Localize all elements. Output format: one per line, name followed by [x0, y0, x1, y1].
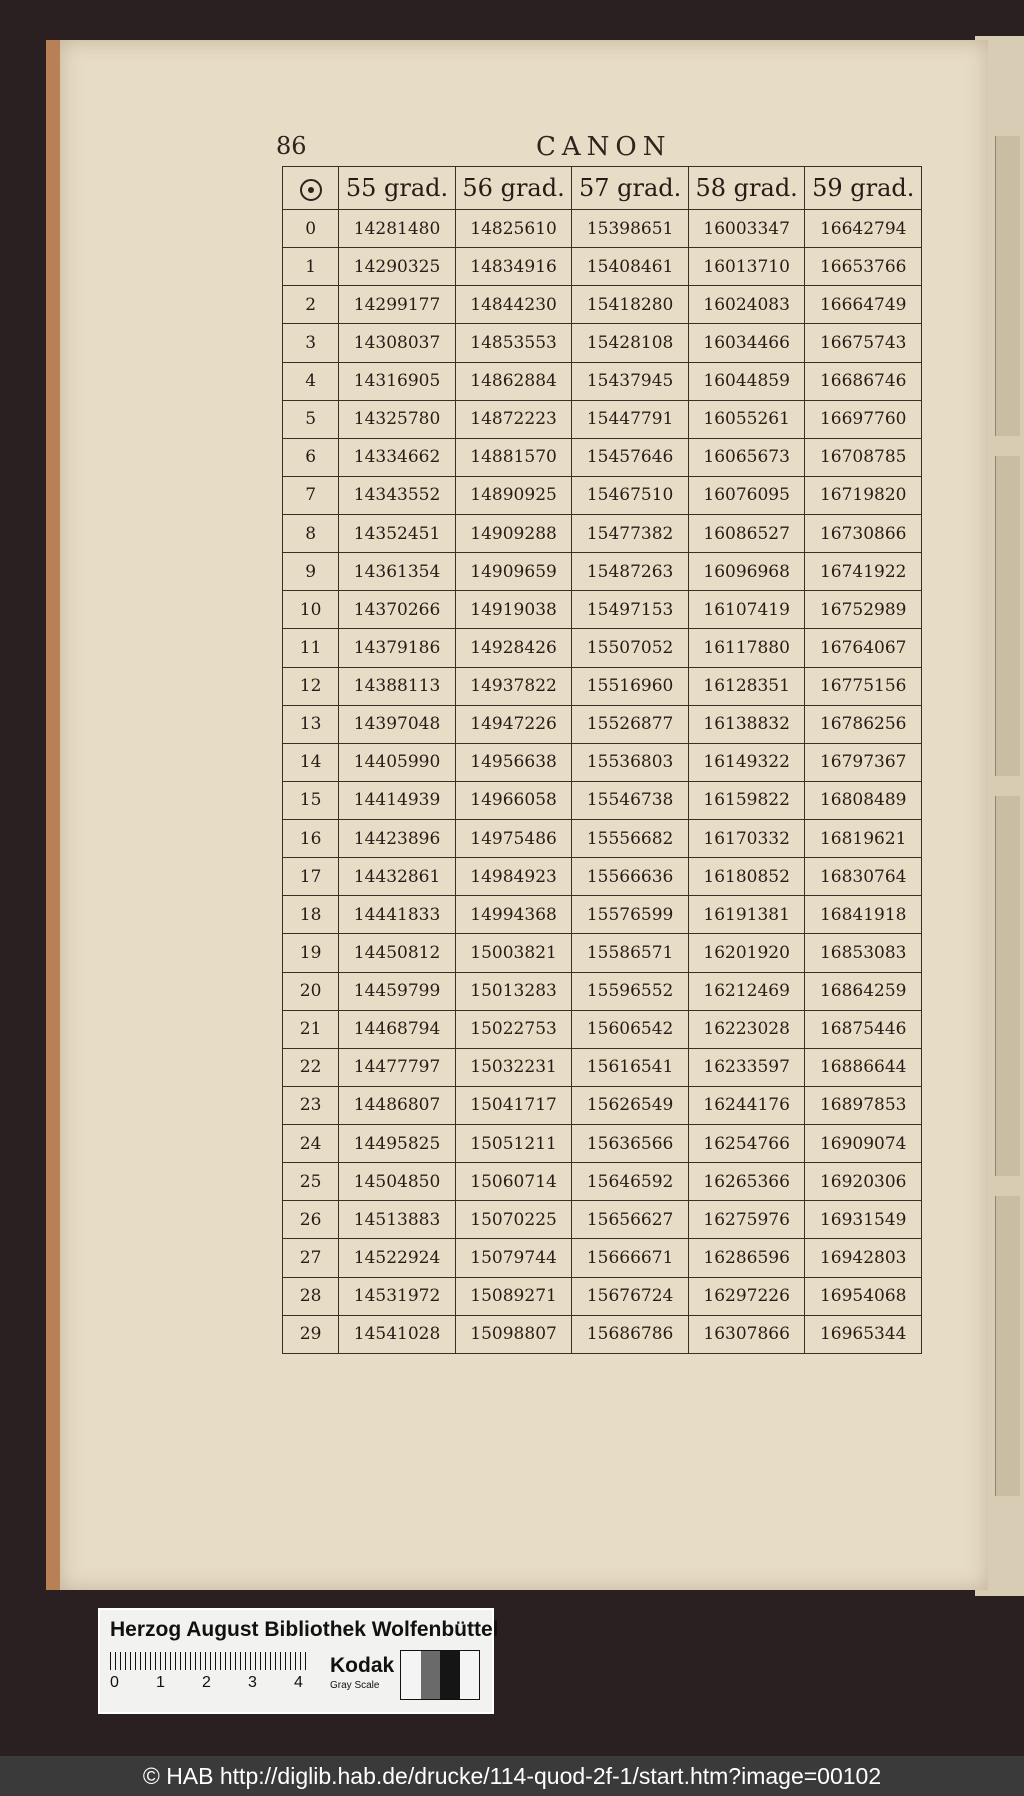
value-cell: 15041717	[455, 1086, 572, 1124]
table-row	[283, 286, 922, 324]
table-row	[283, 1048, 922, 1086]
table-row	[283, 324, 922, 362]
value-cell: 16275976	[688, 1201, 805, 1239]
value-cell: 16841918	[805, 896, 922, 934]
value-cell: 14975486	[455, 820, 572, 858]
value-cell: 16044859	[688, 362, 805, 400]
minute-cell: 0	[283, 210, 339, 248]
value-cell: 14966058	[455, 781, 572, 819]
ruler-ticks	[110, 1652, 310, 1670]
value-cell: 16730866	[805, 515, 922, 553]
gray-swatch	[401, 1651, 421, 1699]
value-cell: 16233597	[688, 1048, 805, 1086]
value-cell: 15596552	[572, 972, 689, 1010]
value-cell: 15457646	[572, 438, 689, 476]
table-row	[283, 1201, 922, 1239]
value-cell: 16265366	[688, 1163, 805, 1201]
value-cell: 15070225	[455, 1201, 572, 1239]
value-cell: 15447791	[572, 400, 689, 438]
value-cell: 16065673	[688, 438, 805, 476]
table-row	[283, 1239, 922, 1277]
table-row	[283, 1125, 922, 1163]
value-cell: 14468794	[339, 1010, 456, 1048]
ruler-number: 4	[294, 1674, 303, 1691]
minute-cell: 16	[283, 820, 339, 858]
table-row	[283, 515, 922, 553]
value-cell: 14397048	[339, 705, 456, 743]
canon-table	[282, 166, 922, 1354]
table-row	[283, 1086, 922, 1124]
value-cell: 16719820	[805, 476, 922, 514]
gray-scale-label: Gray Scale	[330, 1680, 380, 1691]
value-cell: 16664749	[805, 286, 922, 324]
minute-cell: 14	[283, 743, 339, 781]
minute-cell: 11	[283, 629, 339, 667]
value-cell: 15098807	[455, 1315, 572, 1353]
value-cell: 14825610	[455, 210, 572, 248]
minute-cell: 24	[283, 1125, 339, 1163]
running-title: CANON	[536, 132, 672, 162]
table-body	[283, 210, 922, 1354]
value-cell: 15398651	[572, 210, 689, 248]
value-cell: 15656627	[572, 1201, 689, 1239]
value-cell: 15507052	[572, 629, 689, 667]
value-cell: 14477797	[339, 1048, 456, 1086]
minute-cell: 19	[283, 934, 339, 972]
value-cell: 16223028	[688, 1010, 805, 1048]
value-cell: 16254766	[688, 1125, 805, 1163]
library-name: Herzog August Bibliothek Wolfenbüttel	[110, 1618, 499, 1641]
value-cell: 16920306	[805, 1163, 922, 1201]
value-cell: 15666671	[572, 1239, 689, 1277]
value-cell: 14459799	[339, 972, 456, 1010]
value-cell: 14290325	[339, 248, 456, 286]
gray-swatches	[400, 1650, 480, 1700]
value-cell: 14432861	[339, 858, 456, 896]
value-cell: 14361354	[339, 553, 456, 591]
value-cell: 16741922	[805, 553, 922, 591]
value-cell: 15686786	[572, 1315, 689, 1353]
copyright-footer: © HAB http://diglib.hab.de/drucke/114-quod-2f-1/start.htm?image=00102	[0, 1756, 1024, 1796]
table-row	[283, 1010, 922, 1048]
minute-cell: 15	[283, 781, 339, 819]
value-cell: 16107419	[688, 591, 805, 629]
minute-cell: 10	[283, 591, 339, 629]
value-cell: 14370266	[339, 591, 456, 629]
value-cell: 16013710	[688, 248, 805, 286]
value-cell: 14316905	[339, 362, 456, 400]
scale-ruler	[110, 1652, 310, 1692]
table-row	[283, 820, 922, 858]
value-cell: 14890925	[455, 476, 572, 514]
value-cell: 14872223	[455, 400, 572, 438]
minute-cell: 17	[283, 858, 339, 896]
minute-cell: 8	[283, 515, 339, 553]
value-cell: 14853553	[455, 324, 572, 362]
value-cell: 16076095	[688, 476, 805, 514]
value-cell: 15079744	[455, 1239, 572, 1277]
ruler-number: 2	[202, 1674, 211, 1691]
minute-cell: 18	[283, 896, 339, 934]
minute-cell: 4	[283, 362, 339, 400]
value-cell: 16697760	[805, 400, 922, 438]
column-header: 59 grad.	[805, 167, 922, 210]
minute-cell: 3	[283, 324, 339, 362]
minute-cell: 1	[283, 248, 339, 286]
value-cell: 16864259	[805, 972, 922, 1010]
value-cell: 14423896	[339, 820, 456, 858]
value-cell: 16149322	[688, 743, 805, 781]
value-cell: 16653766	[805, 248, 922, 286]
ruler-number: 3	[248, 1674, 257, 1691]
value-cell: 16286596	[688, 1239, 805, 1277]
value-cell: 14541028	[339, 1315, 456, 1353]
value-cell: 14919038	[455, 591, 572, 629]
value-cell: 16808489	[805, 781, 922, 819]
value-cell: 15089271	[455, 1277, 572, 1315]
value-cell: 16128351	[688, 667, 805, 705]
value-cell: 16752989	[805, 591, 922, 629]
value-cell: 15566636	[572, 858, 689, 896]
value-cell: 16942803	[805, 1239, 922, 1277]
ruler-number: 0	[110, 1674, 119, 1691]
value-cell: 16307866	[688, 1315, 805, 1353]
value-cell: 16244176	[688, 1086, 805, 1124]
table-row	[283, 1163, 922, 1201]
value-cell: 15636566	[572, 1125, 689, 1163]
value-cell: 15022753	[455, 1010, 572, 1048]
value-cell: 16180852	[688, 858, 805, 896]
value-cell: 16853083	[805, 934, 922, 972]
minute-cell: 22	[283, 1048, 339, 1086]
value-cell: 14844230	[455, 286, 572, 324]
value-cell: 14450812	[339, 934, 456, 972]
value-cell: 16297226	[688, 1277, 805, 1315]
value-cell: 14909659	[455, 553, 572, 591]
value-cell: 14495825	[339, 1125, 456, 1163]
table-row	[283, 1277, 922, 1315]
running-head	[276, 132, 916, 166]
table-row	[283, 896, 922, 934]
value-cell: 14299177	[339, 286, 456, 324]
value-cell: 16003347	[688, 210, 805, 248]
minute-cell: 13	[283, 705, 339, 743]
value-cell: 14862884	[455, 362, 572, 400]
table-row	[283, 705, 922, 743]
value-cell: 15013283	[455, 972, 572, 1010]
minute-cell: 29	[283, 1315, 339, 1353]
table-row	[283, 210, 922, 248]
table-row	[283, 1315, 922, 1353]
value-cell: 16055261	[688, 400, 805, 438]
minute-cell: 23	[283, 1086, 339, 1124]
gray-swatch	[440, 1651, 460, 1699]
value-cell: 15003821	[455, 934, 572, 972]
minute-cell: 27	[283, 1239, 339, 1277]
value-cell: 16897853	[805, 1086, 922, 1124]
value-cell: 15676724	[572, 1277, 689, 1315]
table-row	[283, 781, 922, 819]
value-cell: 16138832	[688, 705, 805, 743]
value-cell: 16159822	[688, 781, 805, 819]
value-cell: 16886644	[805, 1048, 922, 1086]
table-row	[283, 248, 922, 286]
table-row	[283, 667, 922, 705]
value-cell: 16909074	[805, 1125, 922, 1163]
sun-symbol-icon	[283, 167, 339, 210]
table-row	[283, 743, 922, 781]
table-row	[283, 934, 922, 972]
minute-cell: 12	[283, 667, 339, 705]
value-cell: 14994368	[455, 896, 572, 934]
value-cell: 16775156	[805, 667, 922, 705]
value-cell: 15516960	[572, 667, 689, 705]
value-cell: 15556682	[572, 820, 689, 858]
value-cell: 16212469	[688, 972, 805, 1010]
value-cell: 14281480	[339, 210, 456, 248]
value-cell: 15467510	[572, 476, 689, 514]
table-row	[283, 400, 922, 438]
value-cell: 15060714	[455, 1163, 572, 1201]
value-cell: 16096968	[688, 553, 805, 591]
value-cell: 16819621	[805, 820, 922, 858]
minute-cell: 9	[283, 553, 339, 591]
value-cell: 14984923	[455, 858, 572, 896]
value-cell: 14486807	[339, 1086, 456, 1124]
column-header: 58 grad.	[688, 167, 805, 210]
value-cell: 16931549	[805, 1201, 922, 1239]
value-cell: 16764067	[805, 629, 922, 667]
table-header-row	[283, 167, 922, 210]
library-color-card	[98, 1608, 499, 1714]
value-cell: 14343552	[339, 476, 456, 514]
value-cell: 15616541	[572, 1048, 689, 1086]
value-cell: 15576599	[572, 896, 689, 934]
minute-cell: 25	[283, 1163, 339, 1201]
value-cell: 14956638	[455, 743, 572, 781]
table-row	[283, 858, 922, 896]
value-cell: 16191381	[688, 896, 805, 934]
value-cell: 14947226	[455, 705, 572, 743]
value-cell: 14379186	[339, 629, 456, 667]
value-cell: 16965344	[805, 1315, 922, 1353]
value-cell: 15606542	[572, 1010, 689, 1048]
value-cell: 14441833	[339, 896, 456, 934]
value-cell: 14334662	[339, 438, 456, 476]
minute-cell: 20	[283, 972, 339, 1010]
column-header: 56 grad.	[455, 167, 572, 210]
value-cell: 16675743	[805, 324, 922, 362]
value-cell: 14909288	[455, 515, 572, 553]
value-cell: 14388113	[339, 667, 456, 705]
value-cell: 16797367	[805, 743, 922, 781]
table-row	[283, 629, 922, 667]
value-cell: 14834916	[455, 248, 572, 286]
value-cell: 14928426	[455, 629, 572, 667]
table-row	[283, 591, 922, 629]
value-cell: 16708785	[805, 438, 922, 476]
value-cell: 14352451	[339, 515, 456, 553]
value-cell: 15646592	[572, 1163, 689, 1201]
value-cell: 16954068	[805, 1277, 922, 1315]
ruler-number: 1	[156, 1674, 165, 1691]
value-cell: 15526877	[572, 705, 689, 743]
value-cell: 16642794	[805, 210, 922, 248]
table-row	[283, 362, 922, 400]
value-cell: 16686746	[805, 362, 922, 400]
gray-swatch	[460, 1651, 480, 1699]
value-cell: 15418280	[572, 286, 689, 324]
minute-cell: 28	[283, 1277, 339, 1315]
minute-cell: 26	[283, 1201, 339, 1239]
value-cell: 14881570	[455, 438, 572, 476]
value-cell: 15051211	[455, 1125, 572, 1163]
value-cell: 15477382	[572, 515, 689, 553]
value-cell: 14531972	[339, 1277, 456, 1315]
ruler-numbers	[110, 1674, 310, 1694]
table-row	[283, 438, 922, 476]
value-cell: 14308037	[339, 324, 456, 362]
value-cell: 14504850	[339, 1163, 456, 1201]
value-cell: 15487263	[572, 553, 689, 591]
value-cell: 16034466	[688, 324, 805, 362]
value-cell: 15032231	[455, 1048, 572, 1086]
gray-swatch	[421, 1651, 441, 1699]
column-header: 57 grad.	[572, 167, 689, 210]
value-cell: 16786256	[805, 705, 922, 743]
value-cell: 14937822	[455, 667, 572, 705]
value-cell: 15497153	[572, 591, 689, 629]
page-number: 86	[276, 132, 307, 160]
value-cell: 16170332	[688, 820, 805, 858]
kodak-label: Kodak	[330, 1654, 395, 1677]
value-cell: 16086527	[688, 515, 805, 553]
minute-cell: 6	[283, 438, 339, 476]
minute-cell: 5	[283, 400, 339, 438]
value-cell: 15408461	[572, 248, 689, 286]
value-cell: 15626549	[572, 1086, 689, 1124]
value-cell: 15586571	[572, 934, 689, 972]
value-cell: 15437945	[572, 362, 689, 400]
value-cell: 16117880	[688, 629, 805, 667]
value-cell: 14405990	[339, 743, 456, 781]
minute-cell: 2	[283, 286, 339, 324]
value-cell: 14522924	[339, 1239, 456, 1277]
minute-cell: 7	[283, 476, 339, 514]
value-cell: 15546738	[572, 781, 689, 819]
minute-cell: 21	[283, 1010, 339, 1048]
table-row	[283, 476, 922, 514]
value-cell: 16875446	[805, 1010, 922, 1048]
value-cell: 16201920	[688, 934, 805, 972]
value-cell: 15536803	[572, 743, 689, 781]
table-row	[283, 553, 922, 591]
value-cell: 14414939	[339, 781, 456, 819]
table-row	[283, 972, 922, 1010]
column-header: 55 grad.	[339, 167, 456, 210]
value-cell: 15428108	[572, 324, 689, 362]
value-cell: 14325780	[339, 400, 456, 438]
value-cell: 16024083	[688, 286, 805, 324]
value-cell: 14513883	[339, 1201, 456, 1239]
value-cell: 16830764	[805, 858, 922, 896]
